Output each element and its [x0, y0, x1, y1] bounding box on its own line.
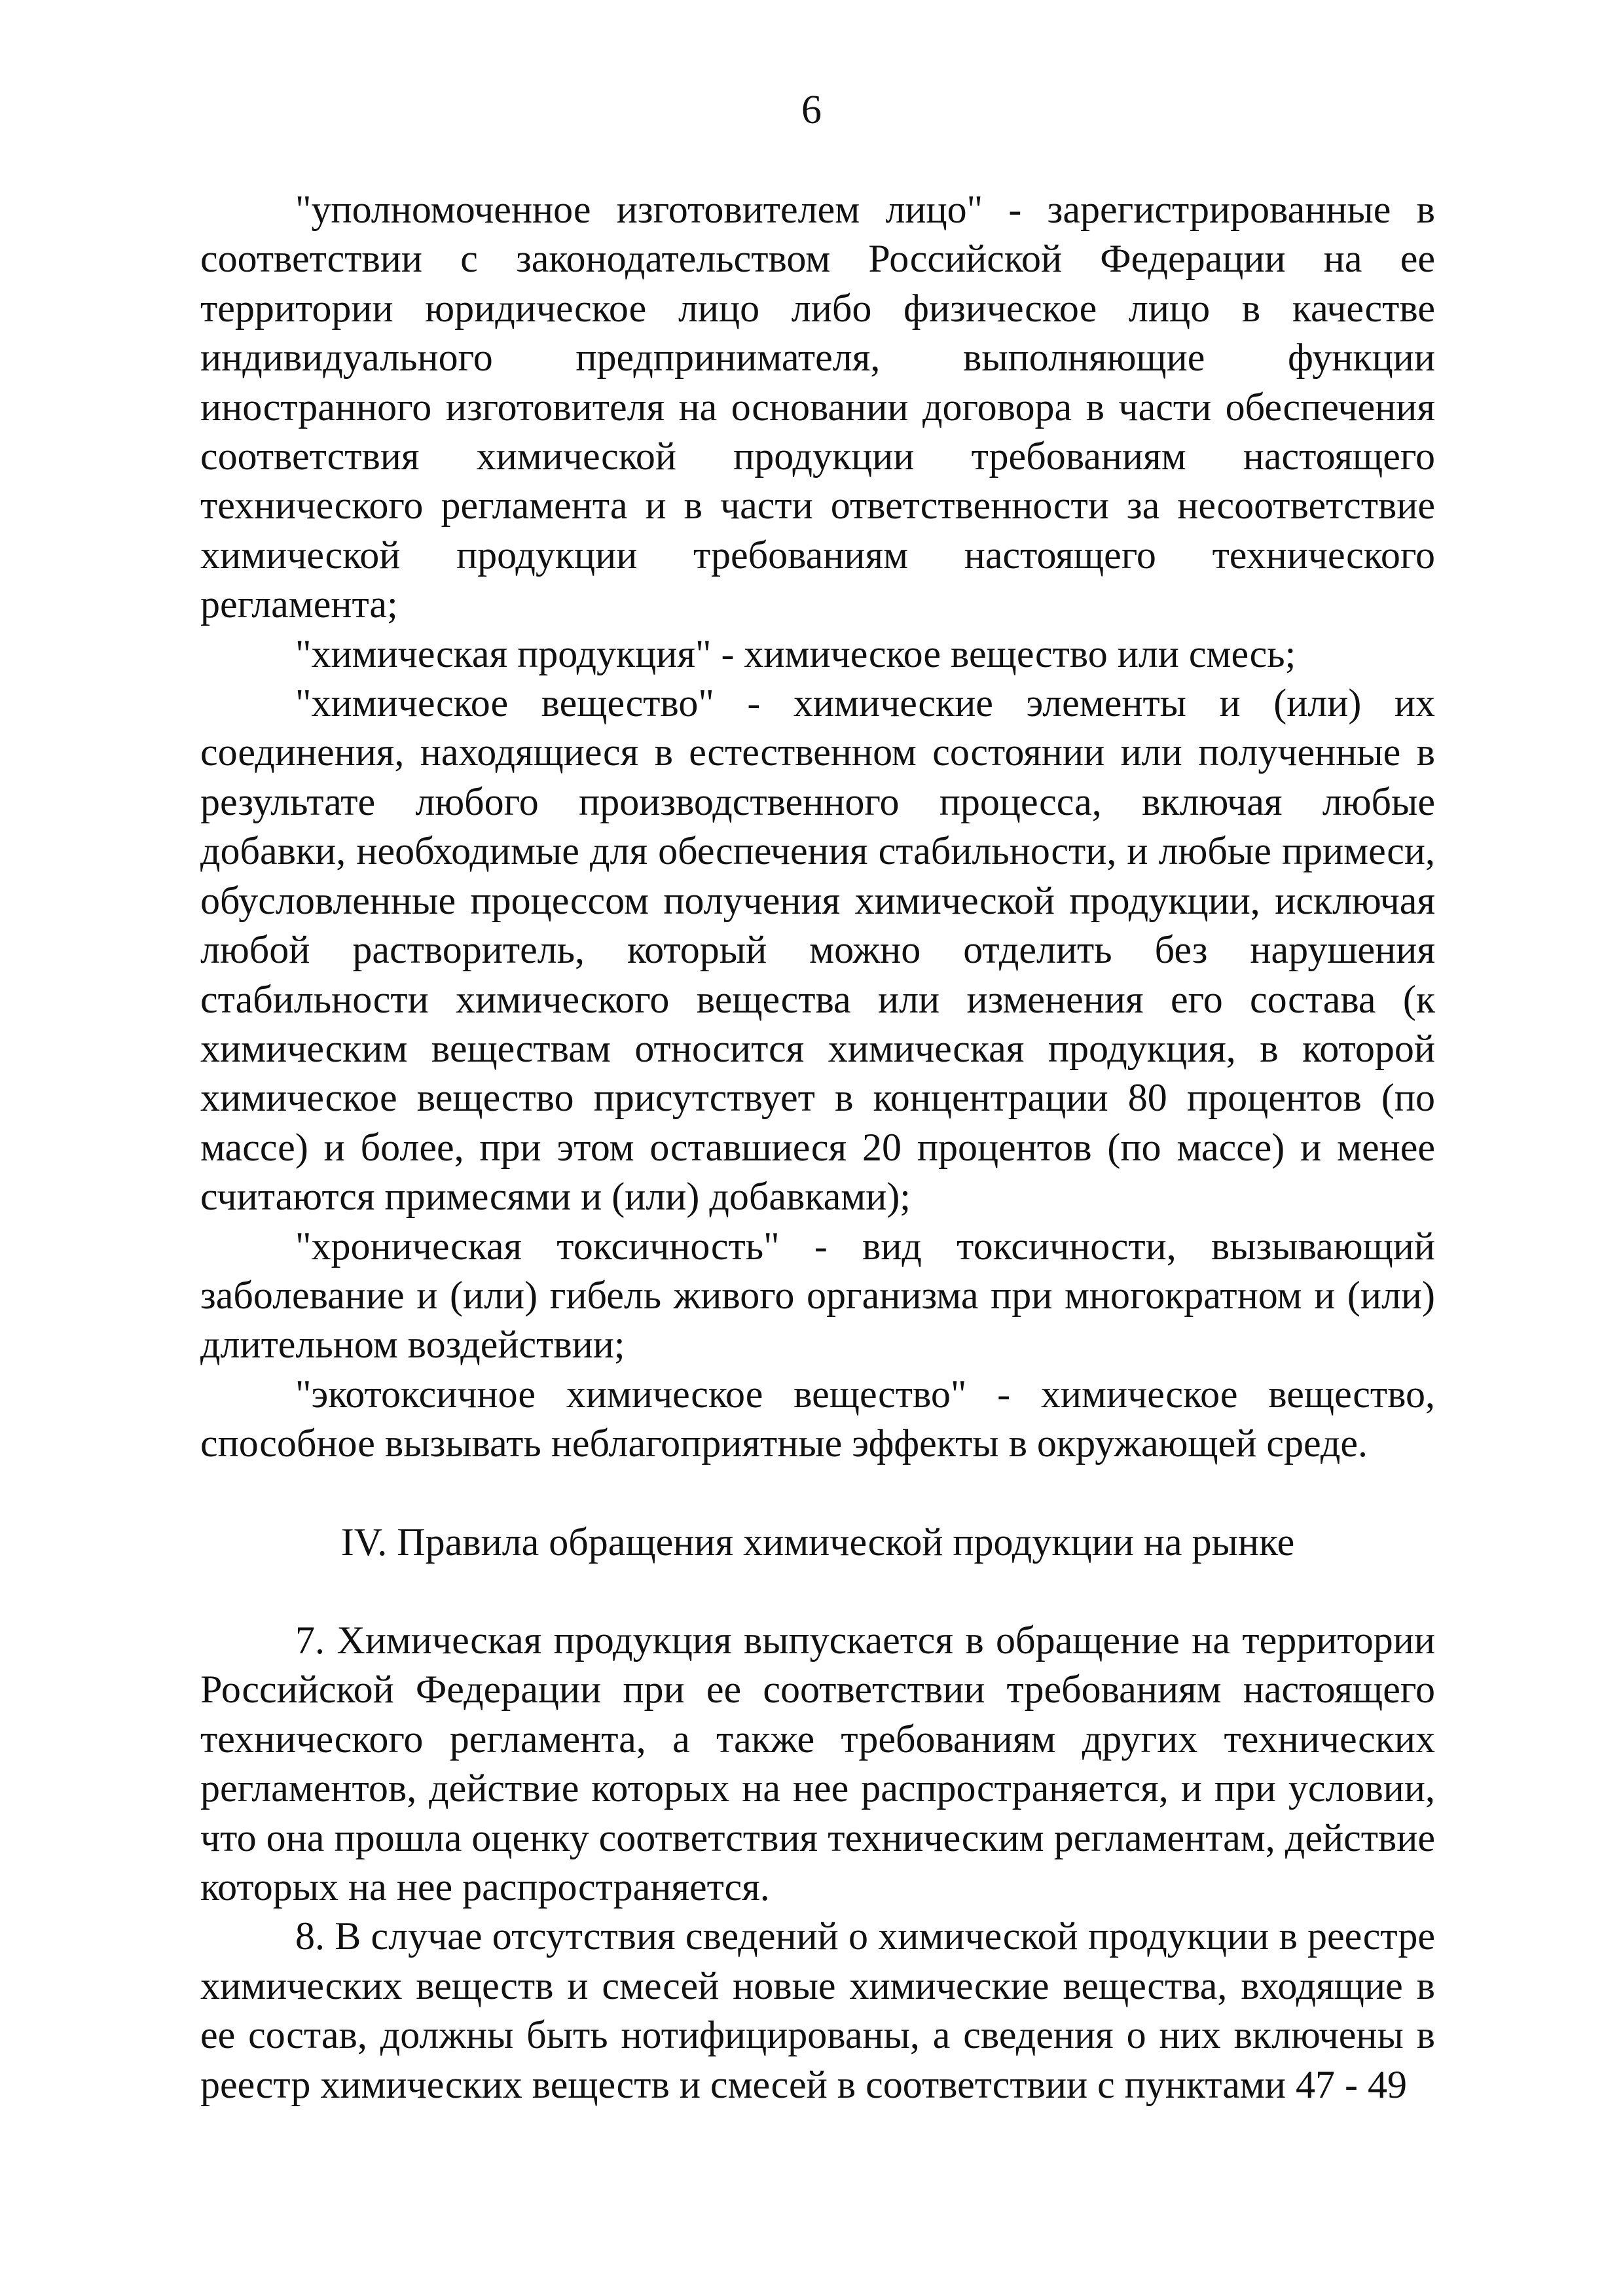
- definition-authorized-person: "уполномоченное изготовителем лицо" - зарегистрированные в соответствии с законодательством Российской Федерации на ее территории юридическое лицо либо физическое лицо в качестве индивидуального предпринимателя, выполняющие функции иностранного изготовителя на основании договора в части обеспечения соответствия химической продукции требованиям настоящего технического регламента и в части ответственности за несоответствие химической продукции требованиям настоящего технического регламента;: [200, 188, 1435, 626]
- clause-7: 7. Химическая продукция выпускается в обращение на территории Российской Федерации при ее соответствии требованиям настоящего технического регламента, а также требованиям других технических регламентов, действие которых на нее распространяется, и при условии, что она прошла оценку соответствия техническим регламентам, действие которых на нее распространяется.: [200, 1618, 1435, 1909]
- definition-chronic-toxicity: "хроническая токсичность" - вид токсичности, вызывающий заболевание и (или) гибель живого организма при многократном и (или) длительном воздействии;: [200, 1224, 1435, 1367]
- definition-ecotoxic-substance: "экотоксичное химическое вещество" - химическое вещество, способное вызывать неблагоприятные эффекты в окружающей среде.: [200, 1372, 1435, 1465]
- section-heading: IV. Правила обращения химической продукции на рынке: [340, 1520, 1295, 1564]
- clause-8: 8. В случае отсутствия сведений о химической продукции в реестре химических веществ и смесей новые химические вещества, входящие в ее состав, должны быть нотифицированы, а сведения о них включены в реестр химических веществ и смесей в соответствии с пунктами 47 - 49: [200, 1914, 1435, 2106]
- definition-chemical-substance: "химическое вещество" - химические элементы и (или) их соединения, находящиеся в естественном состоянии или полученные в результате любого производственного процесса, включая любые добавки, необходимые для обеспечения стабильности, и любые примеси, обусловленные процессом получения химической продукции, исключая любой растворитель, который можно отделить без нарушения стабильности химического вещества или изменения его состава (к химическим веществам относится химическая продукция, в которой химическое вещество присутствует в концентрации 80 процентов (по массе) и более, при этом оставшиеся 20 процентов (по массе) и менее считаются примесями и (или) добавками);: [200, 681, 1435, 1219]
- page-number: 6: [801, 88, 822, 132]
- document-body: [200, 185, 1435, 2109]
- definition-chemical-product: "химическая продукция" - химическое вещество или смесь;: [295, 632, 1296, 675]
